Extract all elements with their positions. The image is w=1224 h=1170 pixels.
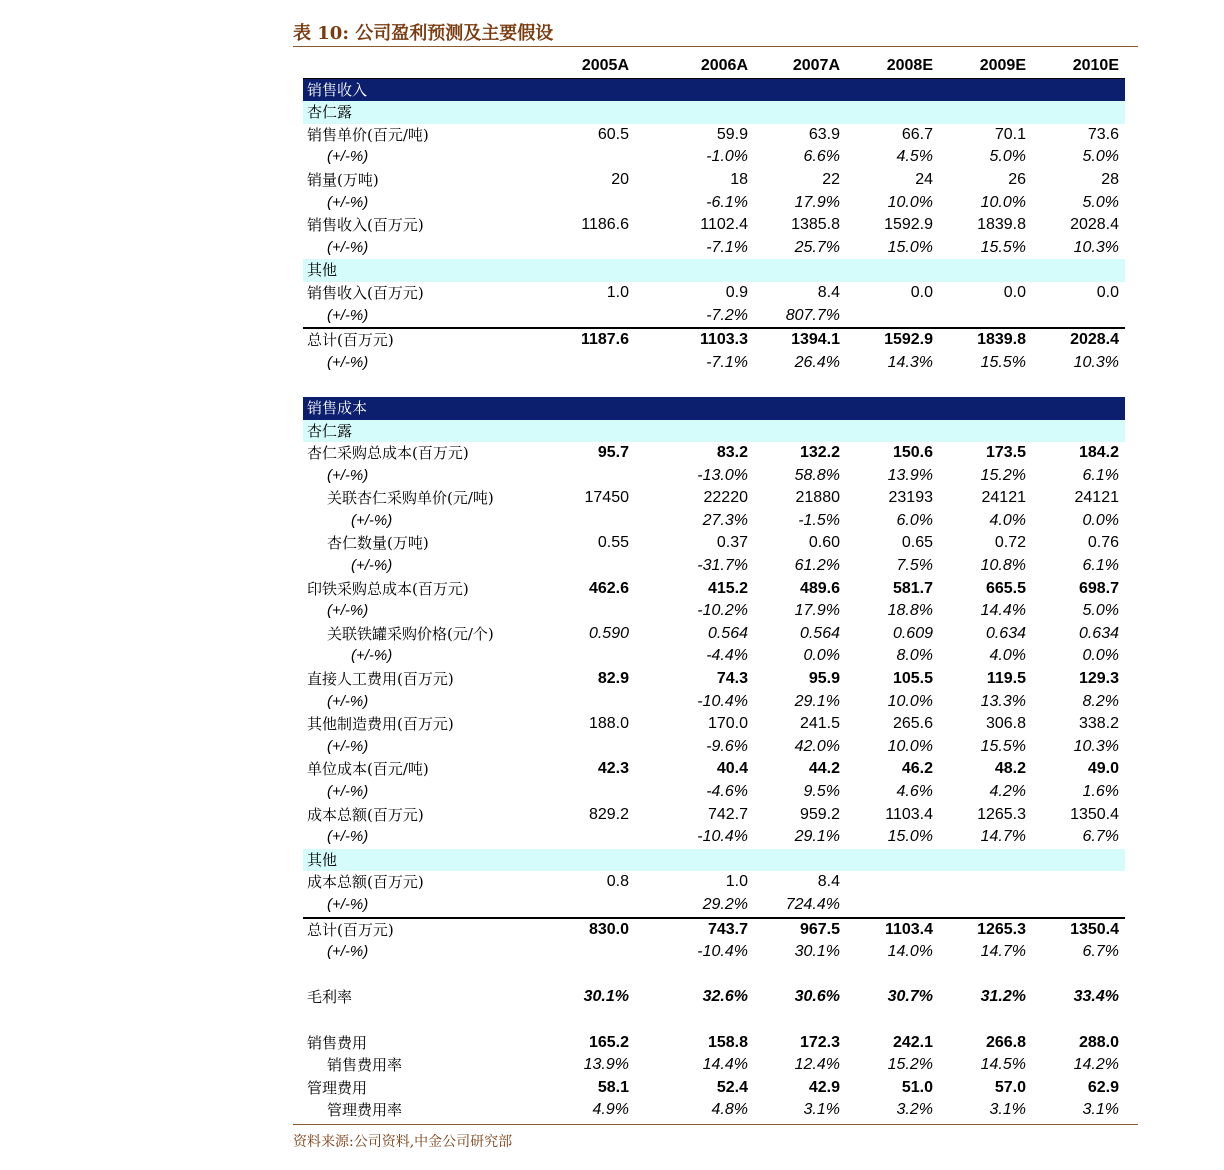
table-cell: 13.9%: [887, 466, 933, 484]
row-label: 印铁采购总成本(百万元): [307, 579, 469, 598]
row-label: 单位成本(百元/吨): [307, 760, 429, 779]
table-cell: 724.4%: [785, 895, 840, 913]
table-cell: 0.65: [901, 534, 933, 552]
row-label: 管理费用: [307, 1078, 368, 1097]
table-cell: 21880: [795, 489, 840, 507]
table-cell: -9.6%: [706, 737, 748, 755]
table-cell: 6.6%: [803, 148, 840, 166]
table-cell: 24121: [981, 489, 1026, 507]
table-cell: 0.0%: [1082, 647, 1119, 665]
table-cell: 0.0: [910, 283, 933, 301]
table-cell: 0.72: [994, 534, 1026, 552]
table-cell: 29.1%: [794, 828, 840, 846]
table-cell: -10.4%: [697, 943, 748, 961]
table-cell: 83.2: [716, 444, 748, 462]
column-header: 2006A: [700, 57, 748, 74]
table-cell: 4.6%: [896, 783, 933, 800]
table-title: 表 10: 公司盈利预测及主要假设: [293, 22, 1138, 47]
table-cell: 1839.8: [977, 216, 1026, 234]
table-row: [303, 668, 1125, 691]
table-row: [303, 1077, 1125, 1100]
spacer-row: [303, 374, 1125, 397]
table-row: [303, 691, 1125, 714]
table-cell: -1.5%: [798, 511, 840, 529]
table-cell: 32.6%: [702, 988, 748, 1006]
table-cell: 266.8: [985, 1033, 1026, 1051]
table-cell: 4.2%: [989, 783, 1026, 800]
table-cell: 1.0: [725, 873, 748, 891]
table-cell: 59.9: [716, 125, 748, 143]
table-cell: 42.0%: [794, 737, 840, 755]
table-cell: -10.2%: [697, 602, 748, 620]
table-cell: 0.0: [1096, 283, 1119, 301]
table-cell: 30.7%: [887, 988, 933, 1006]
table-cell: 172.3: [799, 1033, 840, 1051]
row-label: (+/-%): [327, 828, 369, 846]
table-cell: 829.2: [588, 805, 629, 823]
table-cell: 0.634: [985, 624, 1026, 642]
table-cell: 105.5: [892, 670, 933, 688]
table-cell: 10.0%: [887, 692, 933, 710]
table-cell: 1.6%: [1082, 783, 1119, 800]
table-row: [303, 917, 1125, 942]
subsection-header-row: [303, 420, 1125, 443]
row-label: (+/-%): [327, 193, 369, 211]
table-cell: 6.7%: [1082, 943, 1119, 961]
table-cell: 13.3%: [980, 692, 1026, 710]
table-cell: 13.9%: [583, 1056, 629, 1074]
table-row: [303, 758, 1125, 781]
table-row: [303, 826, 1125, 849]
table-cell: 1103.4: [884, 920, 933, 938]
table-cell: 1385.8: [791, 216, 840, 234]
table-row: [303, 169, 1125, 192]
table-row: [303, 510, 1125, 533]
table-cell: 0.0%: [1082, 511, 1119, 529]
table-cell: 0.8: [606, 873, 629, 891]
row-label: 直接人工费用(百万元): [307, 670, 454, 689]
column-header: 2007A: [792, 57, 840, 74]
table-cell: 5.0%: [1082, 602, 1119, 620]
table-row: [303, 146, 1125, 169]
table-cell: 62.9: [1087, 1078, 1119, 1096]
table-row: [303, 192, 1125, 215]
table-cell: 1592.9: [884, 216, 933, 234]
table-cell: 15.0%: [887, 238, 933, 256]
table-cell: 0.37: [716, 534, 748, 552]
table-row: [303, 214, 1125, 237]
table-cell: 10.3%: [1073, 353, 1119, 371]
table-cell: 165.2: [588, 1033, 629, 1051]
table-cell: 173.5: [985, 444, 1026, 462]
table-cell: -7.2%: [706, 306, 748, 324]
table-row: [303, 465, 1125, 488]
table-cell: 1187.6: [580, 331, 629, 349]
table-row: [303, 124, 1125, 147]
table-cell: 30.6%: [794, 988, 840, 1006]
table-cell: 0.564: [799, 624, 840, 642]
row-label: (+/-%): [351, 557, 393, 575]
table-cell: 15.5%: [980, 353, 1026, 371]
row-label: (+/-%): [327, 306, 369, 324]
table-cell: 29.2%: [702, 895, 748, 913]
table-cell: 58.8%: [794, 466, 840, 484]
table-cell: 4.9%: [592, 1101, 629, 1119]
table-cell: 15.2%: [887, 1056, 933, 1074]
table-cell: 743.7: [707, 920, 748, 938]
source-note: 资料来源:公司资料,中金公司研究部: [293, 1124, 1138, 1151]
row-label: 杏仁露: [307, 103, 353, 122]
table-row: [303, 487, 1125, 510]
table-cell: 306.8: [985, 715, 1026, 733]
table-cell: 10.0%: [887, 193, 933, 211]
table-cell: -10.4%: [697, 828, 748, 846]
table-cell: 48.2: [994, 760, 1026, 778]
table-cell: 44.2: [808, 760, 840, 778]
table-cell: 3.1%: [803, 1101, 840, 1119]
table-cell: 3.1%: [989, 1101, 1026, 1119]
table-cell: 4.0%: [989, 647, 1026, 665]
table-cell: 807.7%: [785, 306, 840, 324]
table-cell: 9.5%: [803, 783, 840, 800]
table-cell: 24: [915, 170, 933, 188]
table-row: [303, 645, 1125, 668]
table-cell: 959.2: [799, 805, 840, 823]
table-cell: 129.3: [1078, 670, 1119, 688]
table-cell: 10.0%: [887, 737, 933, 755]
table-cell: 158.8: [707, 1033, 748, 1051]
table-cell: 23193: [888, 489, 933, 507]
table-cell: 265.6: [892, 715, 933, 733]
table-cell: 6.1%: [1082, 557, 1119, 575]
table-cell: 742.7: [707, 805, 748, 823]
table-cell: 0.0: [1003, 283, 1026, 301]
table-cell: 14.4%: [980, 602, 1026, 620]
table-cell: 25.7%: [794, 238, 840, 256]
table-row: [303, 555, 1125, 578]
table-cell: 18: [730, 170, 748, 188]
table-cell: 14.7%: [980, 943, 1026, 961]
table-row: [303, 713, 1125, 736]
table-cell: 10.0%: [980, 193, 1026, 211]
table-cell: 6.1%: [1082, 466, 1119, 484]
table-cell: 1839.8: [977, 331, 1026, 349]
table-cell: 42.3: [597, 760, 629, 778]
table-cell: 3.1%: [1082, 1101, 1119, 1119]
table-cell: 5.0%: [1082, 148, 1119, 166]
table-row: [303, 623, 1125, 646]
table-cell: 188.0: [588, 715, 629, 733]
table-cell: 4.5%: [896, 148, 933, 166]
column-header: 2010E: [1072, 57, 1119, 74]
table-cell: 3.2%: [896, 1101, 933, 1119]
row-label: 销售收入(百万元): [307, 283, 424, 302]
table-cell: 4.8%: [711, 1101, 748, 1119]
table-cell: 1350.4: [1070, 920, 1119, 938]
table-row: [303, 442, 1125, 465]
row-label: 总计(百万元): [307, 920, 394, 939]
subsection-header-row: [303, 849, 1125, 872]
table-cell: 31.2%: [980, 988, 1026, 1006]
table-row: [303, 736, 1125, 759]
table-cell: 6.7%: [1082, 828, 1119, 846]
row-label: 杏仁采购总成本(百万元): [307, 444, 469, 463]
subsection-header-row: [303, 259, 1125, 282]
column-header: 2008E: [886, 57, 933, 74]
table-cell: -6.1%: [706, 193, 748, 211]
table-cell: -10.4%: [697, 692, 748, 710]
table-cell: -4.6%: [706, 783, 748, 800]
table-row: [303, 578, 1125, 601]
table-cell: -13.0%: [697, 466, 748, 484]
row-label: 成本总额(百万元): [307, 873, 424, 892]
table-cell: 51.0: [901, 1078, 933, 1096]
table-cell: 5.0%: [989, 148, 1026, 166]
row-label: (+/-%): [327, 602, 369, 620]
table-cell: 0.564: [707, 624, 748, 642]
table-cell: 60.5: [597, 125, 629, 143]
table-row: [303, 237, 1125, 260]
table-cell: 14.2%: [1073, 1056, 1119, 1074]
table-cell: 241.5: [799, 715, 840, 733]
table-row: [303, 871, 1125, 894]
row-label: 销售费用率: [327, 1056, 403, 1075]
row-label: 总计(百万元): [307, 331, 394, 350]
table-cell: 33.4%: [1073, 988, 1119, 1006]
table-cell: 73.6: [1087, 125, 1119, 143]
table-cell: 30.1%: [794, 943, 840, 961]
table-cell: 0.590: [588, 624, 629, 642]
table-cell: -4.4%: [706, 647, 748, 665]
section-header-row: [303, 397, 1125, 420]
table-cell: 17450: [584, 489, 629, 507]
table-cell: 1.0: [606, 283, 629, 301]
row-label: 关联铁罐采购价格(元/个): [327, 624, 494, 643]
table-cell: 0.9: [725, 283, 748, 301]
table-cell: 15.0%: [887, 828, 933, 846]
table-cell: 24121: [1074, 489, 1119, 507]
row-label: (+/-%): [327, 353, 369, 371]
row-label: 销售费用: [307, 1033, 368, 1052]
table-cell: 1265.3: [977, 805, 1026, 823]
table-cell: 665.5: [985, 579, 1026, 597]
row-label: (+/-%): [327, 466, 369, 484]
table-cell: 12.4%: [794, 1056, 840, 1074]
subsection-header-row: [303, 101, 1125, 124]
table-cell: 14.3%: [887, 353, 933, 371]
table-cell: 10.3%: [1073, 238, 1119, 256]
table-cell: -31.7%: [697, 557, 748, 575]
table-cell: 1350.4: [1070, 805, 1119, 823]
table-row: [303, 986, 1125, 1009]
table-cell: 698.7: [1078, 579, 1119, 597]
table-cell: 0.76: [1087, 534, 1119, 552]
row-label: (+/-%): [327, 895, 369, 913]
table-cell: 8.4: [817, 873, 840, 891]
table-row: [303, 1099, 1125, 1122]
table-cell: 581.7: [892, 579, 933, 597]
table-cell: 2028.4: [1070, 216, 1119, 234]
table-cell: 63.9: [808, 125, 840, 143]
table-cell: 489.6: [799, 579, 840, 597]
table-cell: 4.0%: [989, 511, 1026, 529]
table-row: [303, 1032, 1125, 1055]
table-cell: 288.0: [1078, 1033, 1119, 1051]
table-cell: 27.3%: [702, 511, 748, 529]
table-cell: 1186.6: [581, 216, 629, 234]
table-cell: 10.3%: [1073, 737, 1119, 755]
row-label: 成本总额(百万元): [307, 805, 424, 824]
table-cell: 74.3: [716, 670, 748, 688]
table-cell: 1103.4: [885, 805, 933, 823]
table-cell: 20: [611, 170, 629, 188]
table-cell: 15.5%: [980, 238, 1026, 256]
table-cell: 17.9%: [794, 193, 840, 211]
table-row: [303, 532, 1125, 555]
table-cell: 28: [1101, 170, 1119, 188]
table-cell: 58.1: [597, 1078, 629, 1096]
table-row: [303, 1054, 1125, 1077]
table-cell: 66.7: [901, 125, 933, 143]
row-label: 其他: [307, 261, 338, 280]
table-cell: 95.7: [597, 444, 629, 462]
table-cell: 462.6: [588, 579, 629, 597]
table-cell: -7.1%: [706, 353, 748, 371]
row-label: 销售单价(百元/吨): [307, 125, 429, 144]
section-header-row: [303, 79, 1125, 102]
row-label: 关联杏仁采购单价(元/吨): [327, 489, 494, 508]
table-row: [303, 352, 1125, 375]
table-row: [303, 941, 1125, 964]
row-label: 其他: [307, 850, 338, 869]
table-cell: 70.1: [994, 125, 1026, 143]
table-cell: 6.0%: [896, 511, 933, 529]
table-cell: 119.5: [986, 670, 1026, 688]
row-label: (+/-%): [327, 737, 369, 755]
table-cell: 15.5%: [980, 737, 1026, 755]
table-cell: 242.1: [892, 1033, 933, 1051]
table-header: [303, 55, 1125, 79]
row-label: (+/-%): [351, 647, 393, 665]
table-cell: 49.0: [1087, 760, 1119, 778]
table-cell: 170.0: [707, 715, 748, 733]
forecast-table: [303, 55, 1125, 1122]
table-cell: 26: [1008, 170, 1026, 188]
table-cell: 7.5%: [896, 557, 933, 575]
table-cell: 29.1%: [794, 692, 840, 710]
table-cell: 0.634: [1078, 624, 1119, 642]
table-body: [303, 79, 1125, 1122]
table-cell: 415.2: [707, 579, 748, 597]
table-cell: 17.9%: [794, 602, 840, 620]
table-cell: 61.2%: [794, 557, 840, 575]
table-cell: 1103.3: [699, 331, 748, 349]
table-cell: 0.0%: [803, 647, 840, 665]
table-cell: 1394.1: [791, 331, 840, 349]
table-cell: 52.4: [716, 1078, 748, 1096]
spacer-row: [303, 1009, 1125, 1032]
table-cell: 830.0: [588, 920, 629, 938]
table-cell: 1102.4: [700, 216, 748, 234]
table-cell: 14.0%: [887, 943, 933, 961]
table-row: [303, 894, 1125, 917]
table-cell: 42.9: [808, 1078, 840, 1096]
row-label: 毛利率: [307, 988, 353, 1007]
table-cell: 22220: [703, 489, 748, 507]
row-label: 销售收入(百万元): [307, 216, 424, 235]
table-cell: 967.5: [799, 920, 840, 938]
column-header: 2009E: [979, 57, 1026, 74]
table-cell: -7.1%: [706, 238, 748, 256]
table-row: [303, 282, 1125, 305]
table-cell: -1.0%: [706, 148, 748, 166]
table-cell: 1265.3: [977, 920, 1026, 938]
column-header: 2005A: [581, 57, 629, 74]
table-cell: 22: [822, 170, 840, 188]
table-cell: 95.9: [808, 670, 840, 688]
table-cell: 10.8%: [980, 557, 1026, 575]
table-cell: 8.4: [817, 283, 840, 301]
spacer-row: [303, 964, 1125, 987]
table-cell: 26.4%: [794, 353, 840, 371]
table-cell: 40.4: [716, 760, 748, 778]
table-cell: 14.7%: [980, 828, 1026, 846]
table-cell: 82.9: [597, 670, 629, 688]
table-row: [303, 781, 1125, 804]
row-label: 销售收入: [307, 80, 368, 99]
table-cell: 338.2: [1078, 715, 1119, 733]
row-label: (+/-%): [327, 943, 369, 961]
table-row: [303, 305, 1125, 328]
row-label: (+/-%): [327, 692, 369, 710]
table-cell: 8.2%: [1082, 692, 1119, 710]
table-cell: 132.2: [799, 444, 840, 462]
table-cell: 14.5%: [980, 1056, 1026, 1074]
table-cell: 30.1%: [583, 988, 629, 1006]
table-cell: 0.609: [892, 624, 933, 642]
table-cell: 1592.9: [884, 331, 933, 349]
table-cell: 5.0%: [1082, 193, 1119, 211]
table-cell: 8.0%: [896, 647, 933, 665]
row-label: 其他制造费用(百万元): [307, 715, 454, 734]
row-label: (+/-%): [327, 238, 369, 256]
table-cell: 18.8%: [887, 602, 933, 620]
row-label: (+/-%): [351, 511, 393, 529]
table-cell: 46.2: [901, 760, 933, 778]
row-label: 管理费用率: [327, 1101, 403, 1120]
row-label: 销售成本: [307, 398, 368, 417]
table-cell: 0.60: [808, 534, 840, 552]
table-row: [303, 327, 1125, 352]
table-cell: 57.0: [994, 1078, 1026, 1096]
table-cell: 14.4%: [702, 1056, 748, 1074]
table-row: [303, 600, 1125, 623]
row-label: 杏仁数量(万吨): [327, 534, 429, 553]
row-label: (+/-%): [327, 783, 369, 800]
table-cell: 15.2%: [980, 466, 1026, 484]
row-label: (+/-%): [327, 148, 369, 166]
row-label: 杏仁露: [307, 421, 353, 440]
table-cell: 0.55: [597, 534, 629, 552]
table-cell: 184.2: [1078, 444, 1119, 462]
row-label: 销量(万吨): [307, 170, 379, 189]
table-cell: 150.6: [892, 444, 933, 462]
table-cell: 2028.4: [1070, 331, 1119, 349]
table-row: [303, 804, 1125, 827]
